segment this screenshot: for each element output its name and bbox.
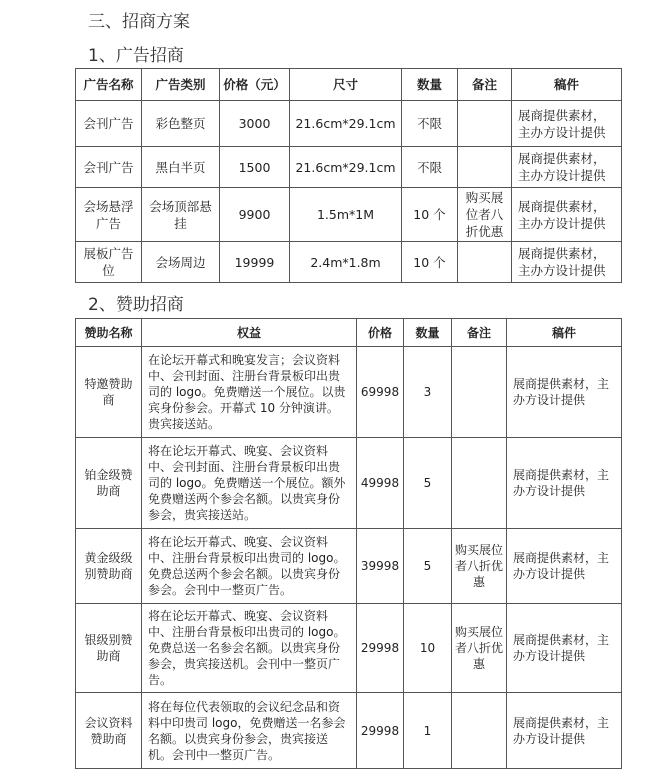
sponsor-subtitle: 2、赞助招商 (88, 295, 184, 315)
cell: 展商提供素材，主办方设计提供 (512, 101, 622, 147)
cell: 39998 (357, 529, 404, 604)
cell: 会刊广告 (76, 101, 142, 147)
cell: 1.5m*1M (290, 188, 402, 242)
cell: 在论坛开幕式和晚宴发言；会议资料中、会刊封面、注册台背景板印出贵司的 logo。免费赠送一个展位。以贵宾身份参会。开幕式 10 分钟演讲。贵宾接送站。 (142, 347, 357, 438)
cell: 49998 (357, 438, 404, 529)
cell (452, 347, 507, 438)
cell: 黑白半页 (142, 147, 220, 188)
cell: 特邀赞助商 (76, 347, 142, 438)
cell: 1 (404, 693, 452, 769)
ads-table (75, 68, 622, 283)
cell: 将在论坛开幕式、晚宴、会议资料中、会刊封面、注册台背景板印出贵司的 logo。免费赠送一个展位。额外免费赠送两个参会名额。以贵宾身份参会，贵宾接送站。 (142, 438, 357, 529)
cell: 黄金级级别赞助商 (76, 529, 142, 604)
cell: 将在论坛开幕式、晚宴、会议资料中、注册台背景板印出贵司的 logo。免费总送一名参会名额。以贵宾身份参会，贵宾接送机。会刊中一整页广告。 (142, 604, 357, 693)
cell: 10 (404, 604, 452, 693)
ads-header-row (76, 69, 622, 101)
cell: 铂金级赞助商 (76, 438, 142, 529)
cell: 29998 (357, 693, 404, 769)
cell: 展商提供素材，主办方设计提供 (512, 147, 622, 188)
sponsor-col-header: 稿件 (507, 319, 622, 347)
cell: 展商提供素材，主办方设计提供 (512, 242, 622, 283)
table-row (76, 693, 622, 769)
cell (458, 242, 512, 283)
ads-col-header: 广告类别 (142, 69, 220, 101)
cell: 展板广告位 (76, 242, 142, 283)
cell: 3000 (220, 101, 290, 147)
cell: 10 个 (402, 242, 458, 283)
sponsor-col-header: 数量 (404, 319, 452, 347)
table-row (76, 438, 622, 529)
table-row (76, 147, 622, 188)
cell: 69998 (357, 347, 404, 438)
cell: 会议资料赞助商 (76, 693, 142, 769)
cell: 银级别赞助商 (76, 604, 142, 693)
cell: 1500 (220, 147, 290, 188)
cell: 展商提供素材，主办方设计提供 (507, 347, 622, 438)
cell: 会场周边 (142, 242, 220, 283)
ads-subtitle: 1、广告招商 (88, 46, 184, 66)
section-title: 三、招商方案 (88, 12, 190, 32)
cell: 10 个 (402, 188, 458, 242)
cell: 将在每位代表领取的会议纪念品和资料中印贵司 logo，免费赠送一名参会名额。以贵宾身份参会，贵宾接送机。会刊中一整页广告。 (142, 693, 357, 769)
cell: 会场悬浮广告 (76, 188, 142, 242)
cell: 21.6cm*29.1cm (290, 101, 402, 147)
table-row (76, 101, 622, 147)
table-row (76, 604, 622, 693)
cell: 不限 (402, 101, 458, 147)
cell (458, 147, 512, 188)
cell: 5 (404, 529, 452, 604)
table-row (76, 242, 622, 283)
sponsor-col-header: 权益 (142, 319, 357, 347)
cell: 2.4m*1.8m (290, 242, 402, 283)
cell: 购买展位者八折优惠 (458, 188, 512, 242)
cell: 彩色整页 (142, 101, 220, 147)
sponsor-table (75, 318, 622, 769)
ads-col-header: 数量 (402, 69, 458, 101)
ads-col-header: 价格（元） (220, 69, 290, 101)
cell: 不限 (402, 147, 458, 188)
cell: 将在论坛开幕式、晚宴、会议资料中、注册台背景板印出贵司的 logo。免费总送两个参会名额。以贵宾身份参会。会刊中一整页广告。 (142, 529, 357, 604)
ads-col-header: 稿件 (512, 69, 622, 101)
cell: 会刊广告 (76, 147, 142, 188)
cell: 3 (404, 347, 452, 438)
table-row (76, 347, 622, 438)
cell (452, 693, 507, 769)
cell (458, 101, 512, 147)
cell: 21.6cm*29.1cm (290, 147, 402, 188)
ads-col-header: 备注 (458, 69, 512, 101)
cell: 会场顶部悬挂 (142, 188, 220, 242)
sponsor-col-header: 价格 (357, 319, 404, 347)
sponsor-col-header: 备注 (452, 319, 507, 347)
cell: 19999 (220, 242, 290, 283)
ads-col-header: 广告名称 (76, 69, 142, 101)
cell: 购买展位者八折优惠 (452, 604, 507, 693)
cell: 展商提供素材，主办方设计提供 (512, 188, 622, 242)
cell: 9900 (220, 188, 290, 242)
cell: 购买展位者八折优惠 (452, 529, 507, 604)
sponsor-header-row (76, 319, 622, 347)
table-row (76, 188, 622, 242)
cell: 展商提供素材，主办方设计提供 (507, 604, 622, 693)
table-row (76, 529, 622, 604)
cell: 29998 (357, 604, 404, 693)
sponsor-col-header: 赞助名称 (76, 319, 142, 347)
ads-col-header: 尺寸 (290, 69, 402, 101)
cell: 5 (404, 438, 452, 529)
cell (452, 438, 507, 529)
cell: 展商提供素材，主办方设计提供 (507, 693, 622, 769)
cell: 展商提供素材，主办方设计提供 (507, 529, 622, 604)
cell: 展商提供素材，主办方设计提供 (507, 438, 622, 529)
